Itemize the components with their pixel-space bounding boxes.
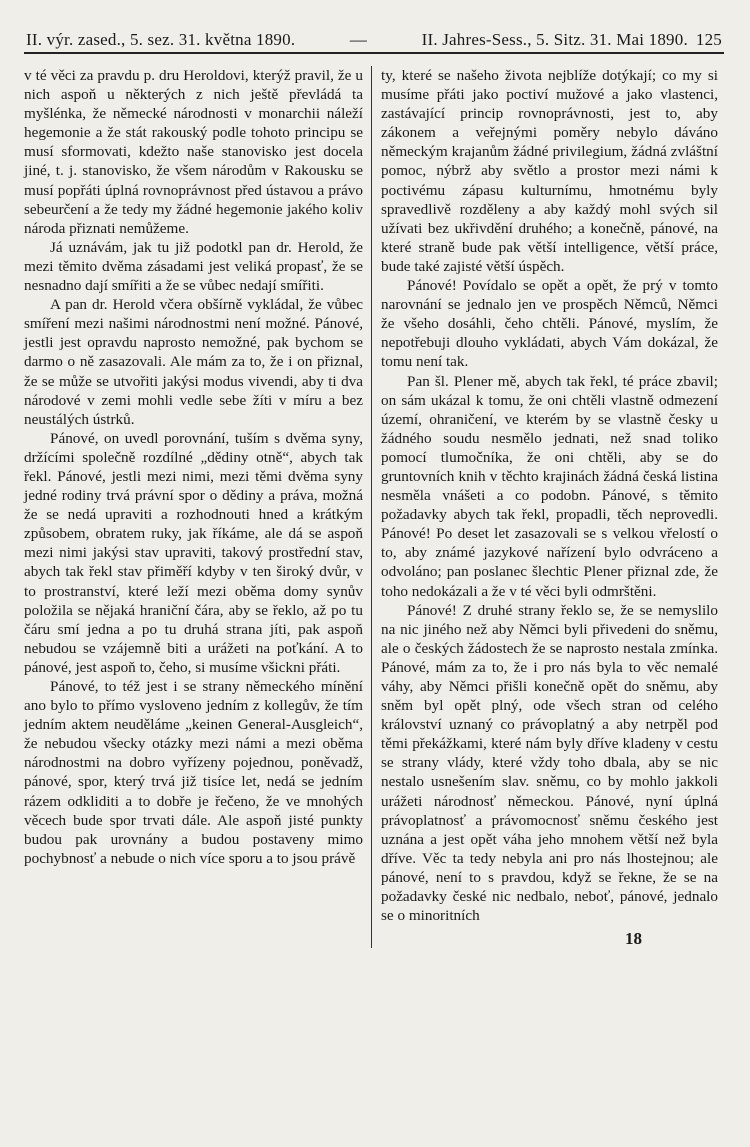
running-header [24, 30, 724, 54]
sheet-signature: 18 [625, 929, 642, 949]
header-dash: — [349, 30, 368, 49]
header-right: II. Jahres-Sess., 5. Sitz. 31. Mai 1890. [421, 30, 688, 49]
paragraph: Pan šl. Plener mě, abych tak řekl, té práce zbavil; on sám ukázal k tomu, že oni chtěli vlastně odmezení území, ohraničení, ve kterém by se vlastně česky u žádného soudu nesmělo jednati, než snad toliko pomocí tlumočníka, že oni chtěli, aby se do gruntovních knih v těchto krajinách žádná česká listina nesměla vnášeti a co podobn. Pánové, s těmito požadavky abych tak řekl, propadli, těch neprovedli. Pánové! Po deset let zasazovali se s velkou vřelostí o to, aby známé jazykové nařízení bylo odvráceno a odvoláno; pan poslanec šlechtic Plener přiznal zde, že toho nedokázali a že v té věci byli odmrštěni. [381, 372, 718, 600]
paragraph: Pánové, to též jest i se strany německého mínění ano bylo to přímo vysloveno jedním z kollegův, že tím jedním aktem neuděláme „keinen General-Ausgleich“, že nebudou všecky otázky mezi námi a mezi oběma národnostmi na dobro vyřízeny pojednou, poněvadž, pánové, spor, který trvá již tisíce let, nedá se jedním rázem odkliditi a to dobře je řečeno, že ve mnohých věcech bude spor trvati dále. Ale aspoň jisté punkty budou pak urovnány a budou postaveny mimo pochybnosť a nebude o nich více sporu a to jsou právě [24, 678, 363, 867]
header-left: II. výr. zased., 5. sez. 31. května 1890. [26, 30, 296, 49]
paragraph: v té věci za pravdu p. dru Heroldovi, kterýž pravil, že u nich aspoň u některých z nich ještě převládá ta myšlénka, že německé národnosti v monarchii náleží hegemonie a že stát rakouský podle tohoto principu se musí sformovati, kdežto naše stanovisko jest docela jiné, t. j. stanovisko, že všem národům v Rakousku se musí popřáti úplná rovnoprávnost před ústavou a právo sebeurčení a že tedy my žádné hegemonie jakého koliv národa přiznati nemůžeme. [24, 67, 363, 237]
paragraph: ty, které se našeho života nejblíže dotýkají; co my si musíme přáti jako poctiví mužové a jako vlastenci, zastávající princip rovnoprávnosti, jest to, aby zákonem a veřejnými poměry nebylo dáváno německým krajanům žádné privilegium, žádná zvláštní pomoc, nýbrž aby světlo a prostor mezi námi k poctivému zápasu kulturnímu, hmotnému byly spravedlivě rozděleny a aby každý mohl svých sil užívati bez ukřivdění druhého; a konečně, pánové, na které straně bude pak větší intelligence, větší práce, bude také zajisté větší úspěch. [381, 67, 718, 275]
left-column [24, 66, 371, 948]
paragraph: Pánové! Z druhé strany řeklo se, že se nemyslilo na nic jiného než aby Němci byli přivedeni do sněmu, ale o českých žádostech že se naprosto nestala zmínka. Pánové, mám za to, že i pro nás byla to věc nemalé váhy, aby Němci přišli konečně opět do sněmu, aby sněm byl opět plný, ode všech stran od celého království uznaný co právoplatný a aby netrpěl pod těmi překážkami, které nám byly dříve kladeny v cestu se strany vlády, které vždy toho dbala, aby se nic nestalo usnešením slav. sněmu, co by mohlo jakkoli urážeti národnosť německou. Pánové, nyní úplná právoplatnosť a právomocnosť sněmu českého jest uznána a jest opět váha jeho mnohem větší než byla dříve. Věc ta tedy nebyla ani pro nás lhostejnou; ale pánové, není to s pravdou, když se řekne, že se na požadavky české nic nedbalo, neboť, pánové, jednalo se o minoritních [381, 601, 718, 925]
page-number: 125 [695, 30, 722, 49]
paragraph: Pánové, on uvedl porovnání, tuším s dvěma syny, držícími společně rozdílné „dědiny otně“, abych tak řekl. Pánové, jestli mezi nimi, mezi těmi dvěma syny jedné rodiny trvá právní spor o dědiny a práva, možná že se nedá upraviti a rozhodnouti hned a krátkým způsobem, obratem ruky, jak říkáme, ale dá se aspoň mezi nimi jakýsi stav upraviti, takový prostřední stav, abych tak řekl stav přiměří kdyby v ten široký dvůr, v to prostranství, které leží mezi oběma domy synův položila se nějaká hraniční čára, aby se řeklo, až po tu čáru smí jedna a po tu druhá strana jíti, pak aspoň nebudou se vzájemně biti a urážeti na poťkání. A to pánové, jest aspoň to, čeho, si musíme všickni přáti. [24, 429, 363, 676]
paragraph: Já uznávám, jak tu již podotkl pan dr. Herold, že mezi těmito dvěma zásadami jest veliká propasť, že se nesnadno dají smířiti a že se vůbec nedají smířiti. [24, 238, 363, 295]
right-column [371, 66, 718, 948]
text-columns [24, 66, 724, 948]
paragraph: Pánové! Povídalo se opět a opět, že prý v tomto narovnání se jednalo jen ve prospěch Němců, Němci že všeho dosáhli, čeho chtěli. Pánové, myslím, že nepotřebuji dlouho vykládati, abych Vám dokázal, že tomu není tak. [381, 277, 718, 371]
paragraph: A pan dr. Herold včera obšírně vykládal, že vůbec smíření mezi našimi národnostmi není možné. Pánové, jestli jest opravdu naprosto nemožné, pak bychom se darmo o ně zasazovali. Ale mám za to, že i on přiznal, že se může se utvořiti jakýsi modus vivendi, aby ti dva národové v zemi mohli vedle sebe žíti v míru a bez neustálých ústrků. [24, 296, 363, 428]
